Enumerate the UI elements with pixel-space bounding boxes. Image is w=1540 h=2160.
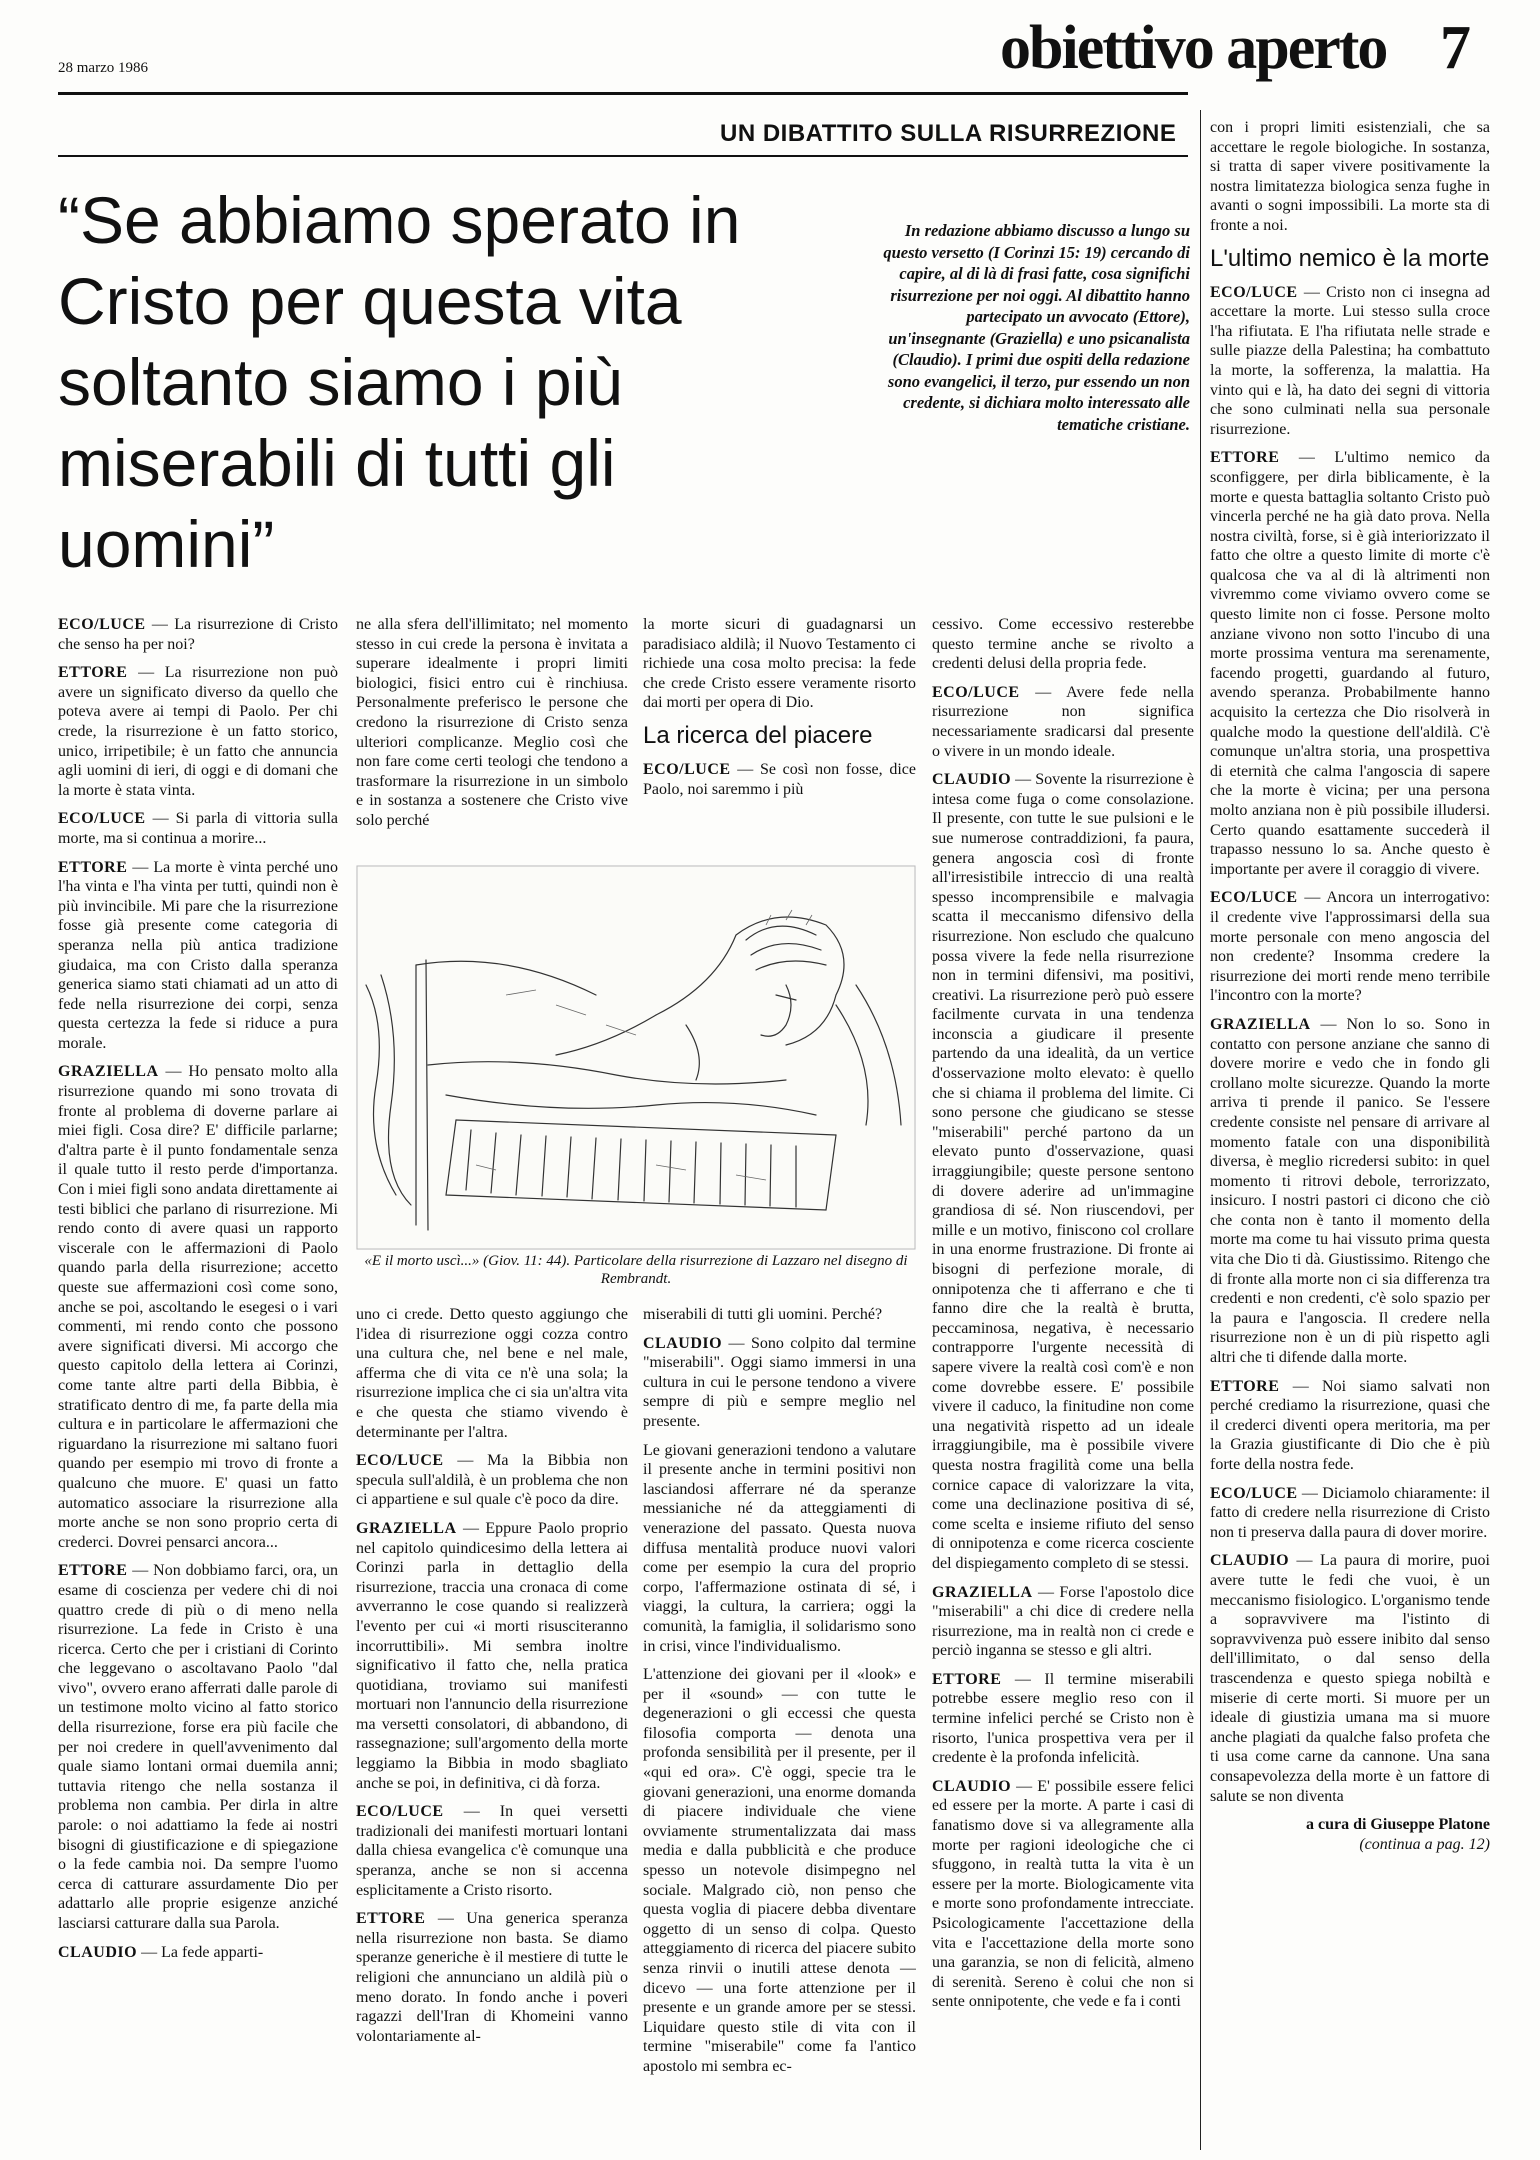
paragraph-text: Le giovani generazioni tendono a valutare il presente anche in termini positivi non lasciandosi afferrare né da speranze messianiche né da atteggiamenti di venerazione del passato. Questa nuova diffusa mentalità produce nuovi valori come per esempio la cura del proprio corpo, l'affermazione ostinata di sé, i viaggi, la cultura, la carriera; oggi la comunità, la famiglia, il solidarismo sono in crisi, vince l'individualismo.: [643, 1441, 916, 1655]
paragraph-text: — L'ultimo nemico da sconfiggere, per dirla biblicamente, è la morte e questa battaglia soltanto Cristo può vincerla perché ne ha già dato prova. Nella nostra civiltà, forse, si è già interiorizzato il fatto che oltre a questo limite di morte c'è qualcosa che va al di là altrimenti non vivremmo come viviamo ovvero come se questo limite non ci fosse. Persone molto anziane vivono non sotto l'incubo di una morte prossima ventura ma serenamente, facendo progetti, guardando al futuro, avendo speranza. Probabilmente hanno acquisito la certezza che Dio risolverà in qualche modo la questione dell'aldilà. C'è comunque un'altra storia, una prospettiva di eternità che calma l'angoscia di sapere che la morte è vicina; per una persona molto anziana non è più possibile illudersi. Certo quando esattamente succederà il trapasso nessuno lo sa. Anche questo è importante per avere il coraggio di vivere.: [1210, 449, 1490, 878]
dialogue-paragraph: [1210, 888, 1490, 1006]
dialogue-paragraph: [932, 683, 1194, 761]
speaker-name: ECO/LUCE: [356, 1452, 444, 1470]
paragraph-text: — La paura di morire, puoi avere tutte le fedi che vuoi, è un meccanismo fisiologico. L'organismo tende a sopravvivere ma l'istinto di sopravvivenza può essere inibito dal senso dell'illimitato, o dal senso della trascendenza e questo spiega nobiltà e miserie di certe morti. Si muore per un ideale di giustizia umana ma si muore anche plagiati da qualche falso profeta che ti usa come carne da cannone. Una sana consapevolezza della morte è un fattore di salute se non diventa: [1210, 1552, 1490, 1805]
speaker-name: CLAUDIO: [932, 771, 1012, 789]
paragraph-text: uno ci crede. Detto questo aggiungo che l'idea di risurrezione oggi cozza contro una cultura che, nel bene e nel male, afferma che di vita ce n'è una sola; la risurrezione implica che ci sia un'altra vita e che questa che stiamo vivendo è determinante per l'altra.: [356, 1306, 628, 1441]
headline: “Se abbiamo sperato in Cristo per questa vita soltanto siamo i più miserabili di tutti gli uomini”: [58, 183, 741, 581]
dialogue-paragraph: [643, 760, 916, 799]
speaker-name: ECO/LUCE: [58, 616, 146, 633]
paragraph-text: — Non lo so. Sono in contatto con persone anziane che sanno di dovere morire e vedo che in fondo gli crollano molte sicurezze. Quando la morte arriva ti prende il panico. Se l'essere credente consiste nel pensare di arrivare al momento fatale con una disponibilità diversa, è meglio ricredersi subito: in quel momento ti ritrovi debole, terrorizzato, insicuro. I nostri pastori ci dicono che ciò che conta non è tanto il momento della morte ma come tu hai vissuto prima questa vita che Dio ti dà. Giustissimo. Ritengo che di fronte alla morte non ci sia differenza tra credenti e non credenti, c'è solo spazio per la paura e l'angoscia. Il credere nella risurrezione non è un di più rispetto agli altri che ti difende dalla morte.: [1210, 1015, 1490, 1367]
speaker-name: ETTORE: [1210, 1377, 1280, 1395]
page-number: 7: [1440, 14, 1471, 82]
paragraph-text: — Avere fede nella risurrezione non significa necessariamente sradicarsi dal presente o vivere in un mondo ideale.: [932, 683, 1194, 760]
speaker-name: ETTORE: [1210, 449, 1280, 467]
paragraph-text: — Noi siamo salvati non perché crediamo la risurrezione, quasi che il crederci diventi opera meritoria, ma per la Grazia giustificante di Dio che è più forte della nostra fede.: [1210, 1377, 1490, 1473]
paragraph-text: — Eppure Paolo proprio nel capitolo quindicesimo della lettera ai Corinzi parla in dettaglio della risurrezione, traccia una cronaca di come avverranno le cose quando si realizzerà l'evento per cui «i morti risusciteranno incorruttibili». Mi sembra inoltre significativo il fatto che, nella pratica quotidiana, troviamo sui manifesti mortuari non l'annuncio della risurrezione ma versetti consolatori, di abbandono, di rassegnazione; sull'argomento della morte leggiamo la Bibbia in modo sbagliato anche se poi, in definitiva, ci dà forza.: [356, 1519, 628, 1792]
paragraph-text: — Cristo non ci insegna ad accettare la morte. Lui stesso sulla croce l'ha rifiutata. E l'ha rifiutata nelle strade e sulle piazze della Palestina; ha combattuto la morte, la sofferenza, la malattia. Ha vinto qui e là, ha dato dei segni di vittoria che sono culminati nella sua personale risurrezione.: [1210, 283, 1490, 438]
dialogue-paragraph: [356, 1909, 628, 2046]
rembrandt-lazarus-drawing: [356, 865, 916, 1250]
speaker-name: CLAUDIO: [932, 1777, 1012, 1795]
dialogue-paragraph: [58, 1943, 338, 1963]
paragraph-text: cessivo. Come eccessivo resterebbe questo termine anche se rivolto a credenti delusi della propria fede.: [932, 616, 1194, 673]
dialogue-paragraph: [932, 615, 1194, 674]
dialogue-paragraph: [932, 1670, 1194, 1768]
speaker-name: ETTORE: [932, 1670, 1002, 1688]
paragraph-text: — Si parla di vittoria sulla morte, ma si continua a morire...: [58, 810, 338, 847]
paragraph: la morte sicuri di guadagnarsi un paradisiaco aldilà; il Nuovo Testamento ci richiede una cosa molto precisa: la fede che crede Cristo essere veramente risorto dai morti per opera di Dio.: [643, 616, 916, 712]
speaker-name: GRAZIELLA: [58, 1063, 159, 1081]
masthead: obiettivo aperto: [1000, 14, 1387, 82]
paragraph-text: — Sovente la risurrezione è intesa come fuga o come consolazione. Il presente, con tutte le sue pulsioni e le sue numerose contraddizioni, fa paura, genera angoscia così di fronte all'irresistibile intreccio di una realtà spesso incomprensibile e malvagia scatta il meccanismo difensivo della risurrezione. Non escludo che qualcuno possa vivere la fede nella risurrezione non in termini difensivi, ma positivi, creativi. La risurrezione però può essere facilmente curvata in una tendenza inconscia a giudicare il presente partendo da una idealità, da un vertice d'osservazione molto elevato: è quello che si chiama il problema del limite. Ci sono persone che giudicano se stesse "miserabili" perché partono da un elevato punto d'osservazione, quasi irraggiungibile; queste persone sentono di dovere aderire ad un'immagine grandiosa di sé. Non riuscendovi, per mille e un motivo, finiscono col crollare in una enorme frustrazione. Di fronte ai bisogni di perfezione morale, di onnipotenza che ti afferrano e che ti fanno dire che la realtà è brutta, peccaminosa, negativa, è necessario contrapporre l'urgente necessità di sapere vivere la realtà così com'è e non come dovrebbe essere. E' possibile vivere il caduco, la finitudine non come una negatività rispetto ad un ideale irraggiungibile, ma è possibile vivere questa nostra fragilità come una bella cornice capace di valorizzare la vita, come una declinazione positiva di sé, come scelta e insieme rifiuto del senso di onnipotenza e come ricerca cosciente del dispiegamento completo di se stessi.: [932, 771, 1194, 1572]
paragraph-text: — La risurrezione di Cristo che senso ha per noi?: [58, 616, 338, 653]
dialogue-paragraph: [932, 770, 1194, 1573]
speaker-name: CLAUDIO: [1210, 1552, 1290, 1570]
dialogue-paragraph: [1210, 448, 1490, 879]
dialogue-paragraph: [58, 858, 338, 1054]
dialogue-paragraph: [58, 1062, 338, 1552]
intro-blurb: In redazione abbiamo discusso a lungo su questo versetto (I Corinzi 15: 19) cercando di capire, al di là di frasi fatte, cosa significhi risurrezione per noi oggi. Al dibattito hanno partecipato un avvocato (Ettore), un'insegnante (Graziella) e uno psicanalista (Claudio). I primi due ospiti della redazione sono evangelici, il terzo, pur essendo un non credente, si dichiara molto interessato alle tematiche cristiane.: [883, 221, 1190, 434]
speaker-name: ECO/LUCE: [1210, 889, 1298, 907]
speaker-name: GRAZIELLA: [932, 1583, 1033, 1601]
speaker-name: ECO/LUCE: [1210, 1484, 1298, 1502]
dialogue-paragraph: [643, 1334, 916, 1432]
section-kicker: UN DIBATTITO SULLA RISURREZIONE: [720, 120, 1177, 147]
paragraph-text: — La morte è vinta perché uno l'ha vinta e l'ha vinta per tutti, quindi non è più invincibile. Mi pare che la risurrezione fosse già presente come categoria di speranza nella più antica tradizione giudaica, ma con Cristo dalla speranza generica siamo stati chiamati ad un atto di fede nella risurrezione dei corpi, senza questa certezza la fede si riduce a pura morale.: [58, 858, 338, 1052]
dialogue-paragraph: [1210, 1377, 1490, 1475]
speaker-name: ETTORE: [58, 858, 128, 876]
kicker-rule: [58, 155, 1188, 157]
speaker-name: ECO/LUCE: [643, 760, 731, 778]
curator-credit: a cura di Giuseppe Platone (continua a pag. 12): [1305, 1816, 1490, 1853]
paragraph-text: L'attenzione dei giovani per il «look» e per il «sound» — con tutte le degenerazioni o gli eccessi che questa filosofia comporta — denota una profonda sensibilità per il presente, per il «qui ed ora». C'è oggi, specie tra le giovani generazioni, una enorme domanda di piacere individuale che viene ovviamente strumentalizzata dai mass media e dalla pubblicità e che produce spesso un notevole disimpegno nel sociale. Malgrado ciò, non penso che questa voglia di piacere debba diventare oggetto di un senso di colpa. Questo atteggiamento di ricerca del piacere subito senza rinvii o inutili attese denota — dicevo — una forte attenzione per il presente e un grande amore per se stessi. Liquidare questo stile di vita con il termine "miserabile" come fa l'antico apostolo mi sembra ec-: [643, 1666, 916, 2075]
image-caption: «E il morto uscì...» (Giov. 11: 44). Particolare della risurrezione di Lazzaro nel disegno di Rembrandt.: [364, 1253, 908, 1287]
dialogue-paragraph: [643, 1305, 916, 1325]
dialogue-paragraph: [932, 1583, 1194, 1661]
paragraph-text: — Ancora un interrogativo: il credente vive l'approssimarsi della sua morte personale con meno angoscia del non credente? Insomma credere la risurrezione dei morti rende meno terribile l'incontro con la morte?: [1210, 889, 1490, 1005]
paragraph: ne alla sfera dell'illimitato; nel momento stesso in cui crede la persona è invitata a superare idealmente i propri limiti biologici, fisici entro cui è rinchiusa. Personalmente preferisco le persone che credono la risurrezione di Cristo senza ulteriori complicanze. Meglio così che non fare come certi teologi che tendono a trasformare la risurrezione in un simbolo e in sostanza a sostenere che Cristo vive solo perché: [356, 616, 628, 829]
paragraph-text: — Forse l'apostolo dice "miserabili" a chi dice di credere nella risurrezione, ma in realtà non ci crede e perciò inganna se stesso e gli altri.: [932, 1583, 1194, 1660]
article-column-3-top: [643, 615, 916, 860]
dialogue-paragraph: [58, 663, 338, 800]
article-column-2-bottom: [356, 1305, 628, 2145]
dialogue-paragraph: [1210, 1015, 1490, 1368]
paragraph-text: — E' possibile essere felici ed essere per la morte. A parte i casi di fanatismo dove si va allegramente alla morte per ragioni ideologiche che ci sfuggono, in realtà tutta la vita è un essere per la morte. Biologicamente vita e morte sono profondamente intrecciate. Psicologicamente l'accettazione della vita e l'accettazione della morte sono una garanzia, se non di felicità, almeno di serenità. Sereno è colui che non si sente onnipotente, che vede e fa i conti: [932, 1777, 1194, 2011]
speaker-name: CLAUDIO: [58, 1943, 138, 1961]
paragraph-text: — In quei versetti tradizionali dei manifesti mortuari lontani dalla chiesa evangelica c'è comunque una speranza, anche se non si accenna esplicitamente a Cristo risorto.: [356, 1803, 628, 1899]
header-rule: [58, 92, 1188, 95]
article-column-4: [932, 615, 1194, 2145]
dialogue-paragraph: [58, 615, 338, 654]
paragraph-text: — Non dobbiamo farci, ora, un esame di coscienza per vedere chi di noi quattro crede di più o di meno nella risurrezione. La fede in Cristo è una ricerca. Certo che per i cristiani di Corinto che leggevano o ascoltavano Paolo "dal vivo", ovvero erano afferrati dalle parole di un testimone molto vicino al fatto storico della risurrezione, forse era più facile che per noi credere in quell'avvenimento dal quale siamo lontani ormai duemila anni; tuttavia ritengo che nella sostanza il problema non cambia. Per dirla in altre parole: o noi adattiamo la fede ai nostri bisogni di giustificazione e di spiegazione o la fede cambia noi. Da sempre l'uomo cerca di catturare assurdamente Dio per adattarlo alle proprie esigenze anziché lasciarsi catturare dalla sua Parola.: [58, 1562, 338, 1932]
dialogue-paragraph: [643, 1665, 916, 2076]
dialogue-paragraph: [356, 1305, 628, 1442]
speaker-name: ECO/LUCE: [356, 1803, 444, 1821]
speaker-name: ECO/LUCE: [932, 683, 1020, 701]
paragraph-text: — Una generica speranza nella risurrezione non basta. Se diamo speranze generiche è il mestiere di tutte le religioni che annunciano un aldilà più o meno dorato. In fondo anche i poveri ragazzi dell'Iran di Khomeini vanno volontariamente al-: [356, 1910, 628, 2045]
article-column-2-top: [356, 615, 628, 855]
paragraph-text: miserabili di tutti gli uomini. Perché?: [643, 1306, 883, 1323]
subhead-nemico: L'ultimo nemico è la morte: [1210, 244, 1490, 272]
speaker-name: ECO/LUCE: [1210, 283, 1298, 301]
speaker-name: ETTORE: [58, 664, 128, 682]
dialogue-paragraph: [58, 1561, 338, 1933]
speaker-name: ECO/LUCE: [58, 810, 146, 828]
subhead-piacere: La ricerca del piacere: [643, 721, 873, 749]
paragraph-text: — Il termine miserabili potrebbe essere meglio reso con il termine infelici perché se Cristo non è risorto, l'unica prospettiva vera per il credente è la profonda infelicità.: [932, 1670, 1194, 1767]
dialogue-paragraph: [1210, 1484, 1490, 1543]
speaker-name: GRAZIELLA: [356, 1519, 457, 1537]
paragraph: con i propri limiti esistenziali, che sa accettare le regole biologiche. In sostanza, si tratta di saper vivere positivamente la nostra limitatezza biologica senza fughe in avanti o sogni impossibili. La morte sta di fronte a noi.: [1210, 119, 1490, 234]
dialogue-paragraph: [356, 1519, 628, 1793]
column-rule: [1200, 110, 1201, 2150]
dialogue-paragraph: [1210, 283, 1490, 440]
speaker-name: GRAZIELLA: [1210, 1015, 1311, 1033]
dialogue-paragraph: [932, 1777, 1194, 2012]
article-column-3-bottom: [643, 1305, 916, 2145]
dialogue-paragraph: [643, 1441, 916, 1657]
dialogue-paragraph: [1210, 1551, 1490, 1806]
paragraph-text: — Ma la Bibbia non specula sull'aldilà, è un problema che non ci appartiene e sul quale c'è poco da dire.: [356, 1452, 628, 1509]
dialogue-paragraph: [356, 1451, 628, 1510]
paragraph-text: — Diciamolo chiaramente: il fatto di credere nella risurrezione di Cristo non ti preserva dalla paura di dover morire.: [1210, 1484, 1490, 1541]
sketch-illustration: [356, 865, 916, 1250]
article-column-5: [1210, 118, 1490, 2148]
paragraph-text: — Se così non fosse, dice Paolo, noi saremmo i più: [643, 760, 916, 798]
issue-date: 28 marzo 1986: [58, 60, 148, 76]
paragraph-text: — La fede apparti-: [137, 1943, 264, 1961]
paragraph-text: — Ho pensato molto alla risurrezione quando mi sono trovata di fronte al problema di doverne parlare ai miei figli. Cosa dire? E' difficile parlarne; d'altra parte è il punto fondamentale senza il quale tutto il resto perde d'importanza. Con i miei figli sono andata direttamente ai testi biblici che parlano di risurrezione. Mi rendo conto di avere quasi un rapporto viscerale con le affermazioni di Paolo quando parla della risurrezione; accetto queste sue affermazioni così come sono, anche se poi, ascoltando le esegesi o i vari commenti, mi rendo conto che possono avere significati diversi. Mi accorgo che questo capitolo della lettera ai Corinzi, come tante altre parti della Bibbia, è stratificato dentro di me, fa parte della mia cultura e in particolare le affermazioni che riguardano la risurrezione mi saltano fuori quando per esempio mi trovo di fronte a qualcuno che muore. E' quasi un fatto automatico associare la risurrezione alla morte anche se non sono proprio certa di crederci. Dovrei pensarci ancora...: [58, 1063, 338, 1551]
speaker-name: ETTORE: [356, 1910, 426, 1928]
speaker-name: CLAUDIO: [643, 1334, 723, 1352]
paragraph-text: — Sono colpito dal termine "miserabili". Oggi siamo immersi in una cultura in cui le persone tendono a vivere sempre di più e sempre meglio nel presente.: [643, 1334, 916, 1430]
dialogue-paragraph: [356, 1802, 628, 1900]
speaker-name: ETTORE: [58, 1562, 128, 1580]
paragraph-text: — La risurrezione non può avere un significato diverso da quello che poteva avere ai tempi di Paolo. Per chi crede, la risurrezione è un fatto storico, unico, irripetibile; è un fatto che annuncia agli uomini di ieri, di oggi e di domani che la morte è stata vinta.: [58, 664, 338, 799]
article-column-1: [58, 615, 338, 2145]
dialogue-paragraph: [58, 809, 338, 848]
